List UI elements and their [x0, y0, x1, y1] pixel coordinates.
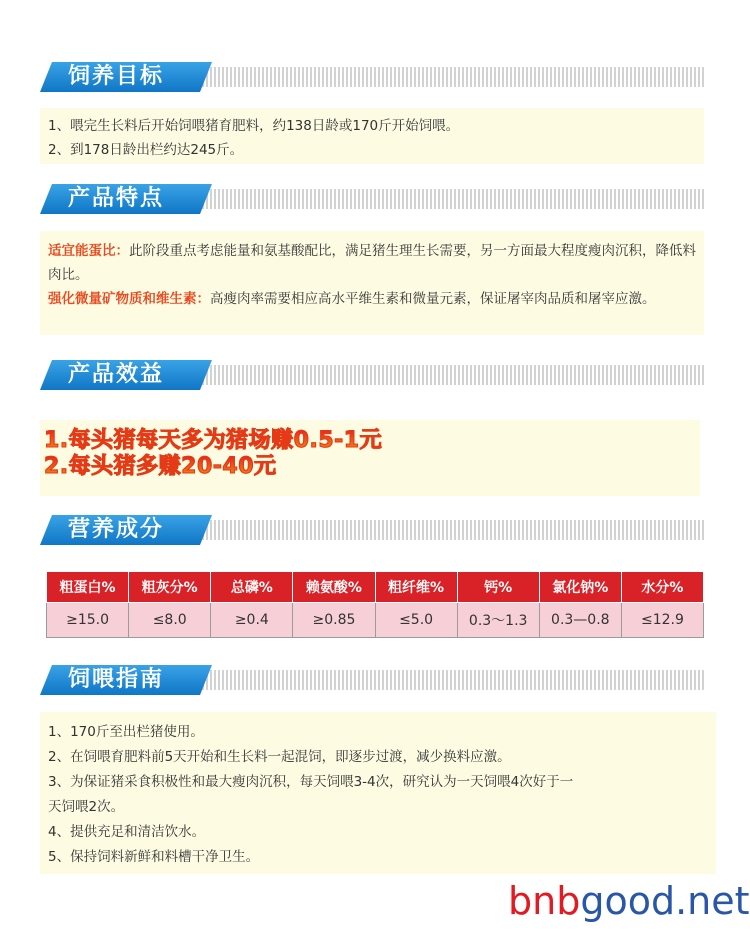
nutrition-value-cell: ≥0.4 [211, 603, 293, 638]
nutrition-header-cell: 水分% [621, 572, 703, 603]
nutrition-header-cell: 钙% [457, 572, 539, 603]
section-header-feeding-guide [40, 665, 704, 695]
nutrition-value-cell: 0.3—0.8 [539, 603, 621, 638]
header-stripes [190, 67, 704, 87]
feature-highlight: 适宜能蛋比： [48, 243, 129, 259]
nutrition-header-cell: 粗纤维% [375, 572, 457, 603]
feature-item [48, 287, 698, 311]
nutrition-value-cell: ≥15.0 [47, 603, 129, 638]
benefit-line: 2.每头猪多赚20-40元 [44, 454, 700, 480]
header-stripes [190, 365, 704, 385]
nutrition-value-cell: ≤8.0 [129, 603, 211, 638]
nutrition-value-cell: ≤5.0 [375, 603, 457, 638]
section-title: 营养成分 [68, 517, 165, 542]
feeding-guide-line: 1、170斤至出栏猪使用。 [48, 724, 204, 740]
nutrition-header-cell: 粗蛋白% [47, 572, 129, 603]
nutrition-header-cell: 赖氨酸% [293, 572, 375, 603]
section-title: 饲喂指南 [68, 667, 165, 692]
feeding-guide-box [40, 712, 716, 874]
product-features-box [40, 231, 704, 335]
nutrition-header-cell: 粗灰分% [129, 572, 211, 603]
feeding-guide-line: 天饲喂2次。 [48, 799, 125, 815]
nutrition-table [46, 571, 704, 638]
feature-item [48, 239, 698, 287]
feeding-goal-line: 1、喂完生长料后开始饲喂猪育肥料，约138日龄或170斤开始饲喂。 [48, 118, 460, 134]
header-stripes [190, 520, 704, 540]
section-title: 产品特点 [68, 186, 165, 211]
nutrition-header-row [47, 572, 704, 603]
feature-text: 高瘦肉率需要相应高水平维生素和微量元素，保证屠宰肉品质和屠宰应激。 [210, 291, 656, 307]
section-header-product-benefits [40, 360, 704, 390]
section-header-nutrition [40, 515, 704, 545]
header-stripes [190, 670, 704, 690]
watermark-part1: bnb [508, 879, 581, 923]
feeding-goal-box [40, 108, 704, 164]
section-header-feeding-goal [40, 62, 704, 92]
feeding-guide-line: 3、为保证猪采食积极性和最大瘦肉沉积，每天饲喂3-4次，研究认为一天饲喂4次好于一 [48, 774, 574, 790]
feeding-guide-line: 4、提供充足和清洁饮水。 [48, 824, 206, 840]
watermark [508, 874, 750, 928]
nutrition-value-cell: 0.3～1.3 [457, 603, 539, 638]
nutrition-value-cell: ≥0.85 [293, 603, 375, 638]
nutrition-value-cell: ≤12.9 [621, 603, 703, 638]
benefit-line: 1.每头猪每天多为猪场赚0.5-1元 [44, 428, 700, 454]
watermark-part2: good.net [580, 879, 750, 923]
header-stripes [190, 189, 704, 209]
product-benefits-box [40, 420, 700, 496]
section-title: 饲养目标 [68, 64, 165, 89]
nutrition-header-cell: 总磷% [211, 572, 293, 603]
section-header-product-features [40, 184, 704, 214]
feeding-guide-line: 2、在饲喂育肥料前5天开始和生长料一起混饲，即逐步过渡，减少换料应激。 [48, 749, 511, 765]
nutrition-header-cell: 氯化钠% [539, 572, 621, 603]
feature-text: 此阶段重点考虑能量和氨基酸配比，满足猪生理生长需要，另一方面最大程度瘦肉沉积，降低料肉比。 [48, 243, 696, 283]
feature-highlight: 强化微量矿物质和维生素： [48, 291, 210, 307]
feeding-guide-line: 5、保持饲料新鲜和料槽干净卫生。 [48, 849, 260, 865]
nutrition-value-row [47, 603, 704, 638]
feeding-goal-line: 2、到178日龄出栏约达245斤。 [48, 142, 244, 158]
section-title: 产品效益 [68, 362, 165, 387]
